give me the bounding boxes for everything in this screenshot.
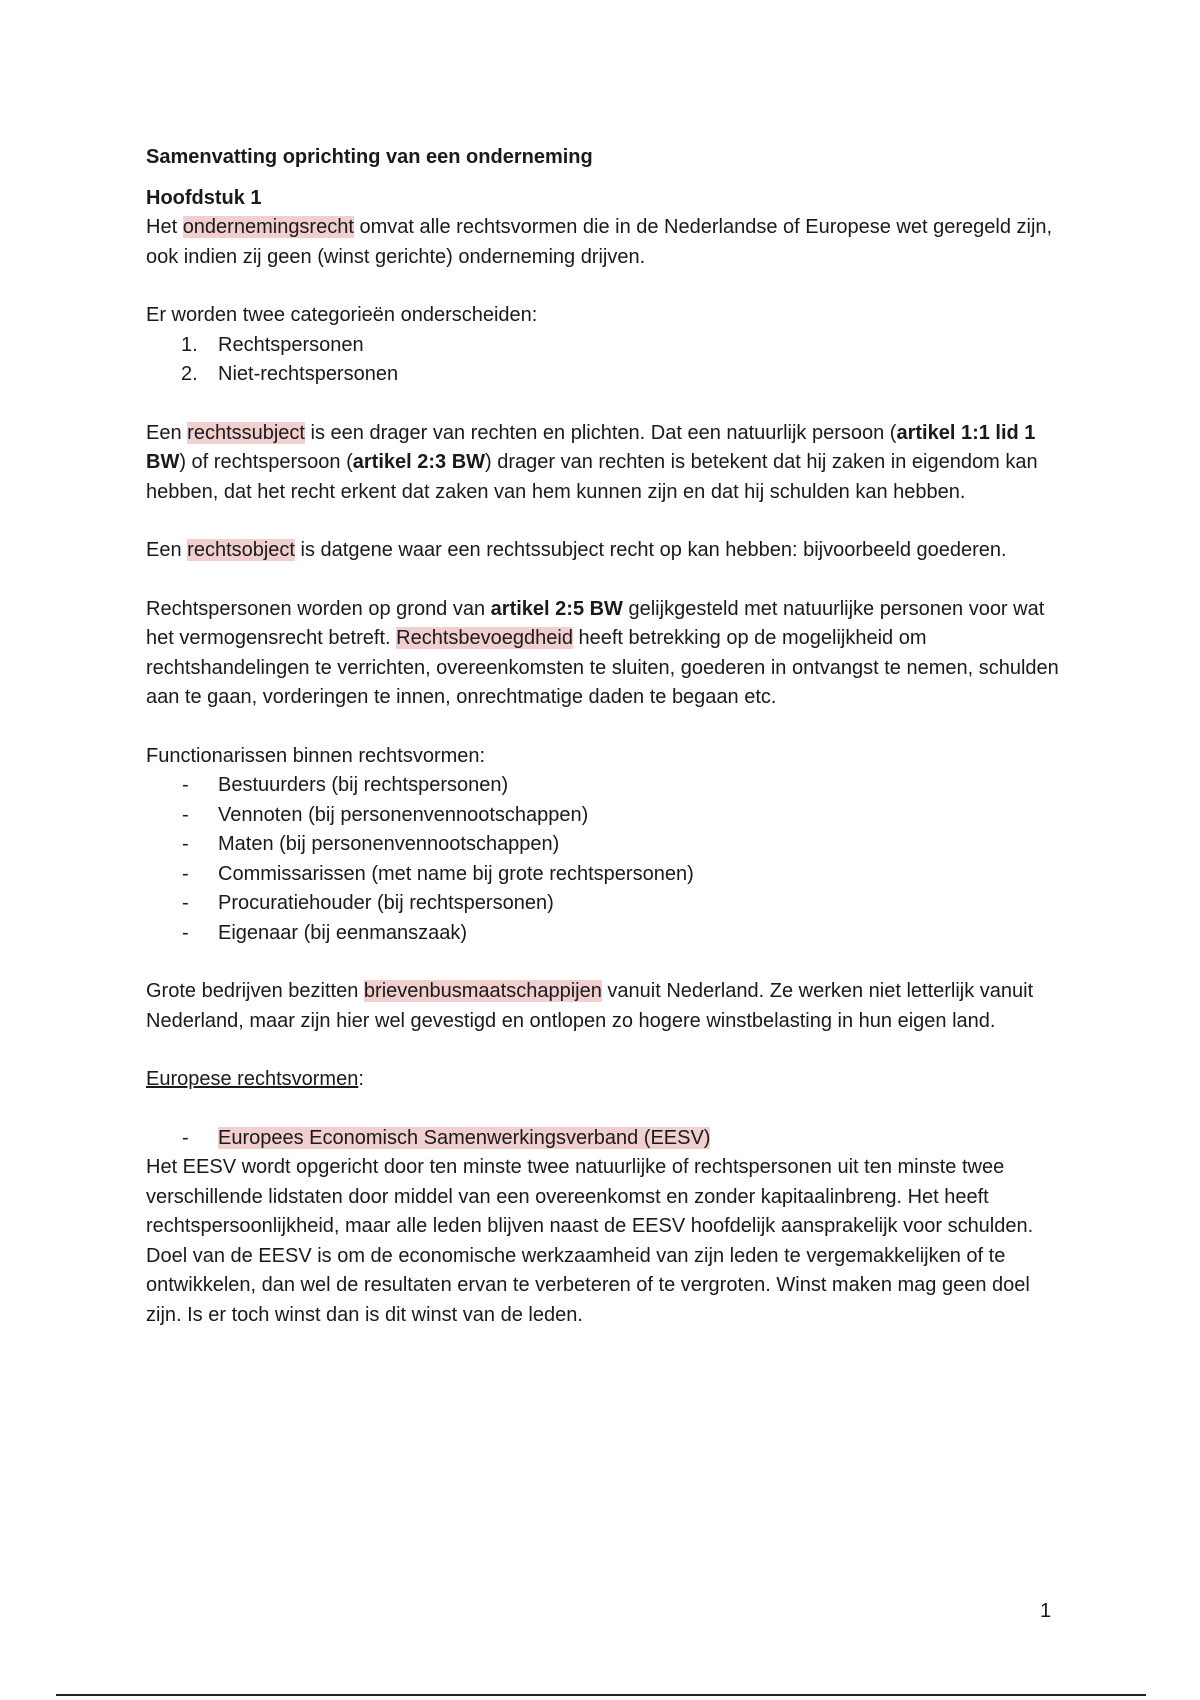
categories-list: [146, 331, 1066, 390]
paragraph-rechtsobject: Een rechtsobject is datgene waar een rechtssubject recht op kan hebben: bijvoorbeeld goederen.: [146, 539, 1007, 561]
paragraph-rechtssubject: Een rechtssubject is een drager van rechten en plichten. Dat een natuurlijk persoon (artikel 1:1 lid 1 BW) of rechtspersoon (artikel 2:3 BW) drager van rechten is betekent dat hij zaken in eigendom kan hebben, dat het recht erkent dat zaken van hem kunnen zijn en dat hij schulden kan hebben.: [146, 421, 1038, 503]
functionaries-intro: Functionarissen binnen rechtsvormen:: [146, 744, 486, 767]
list-item: 2. Niet-rechtspersonen: [181, 363, 399, 385]
paragraph-ondernemingsrecht: Het ondernemingsrecht omvat alle rechtsvormen die in de Nederlandse of Europese wet geregeld zijn, ook indien zij geen (winst gerichte) onderneming drijven.: [146, 216, 1053, 268]
document-title: Samenvatting oprichting van een onderneming: [146, 146, 593, 168]
law-reference: artikel 2:5 BW: [490, 597, 623, 620]
highlighted-term: brievenbusmaatschappijen: [363, 980, 602, 1002]
page-number: 1: [1040, 1600, 1052, 1622]
document-body: [146, 143, 1066, 1330]
list-item: - Eigenaar (bij eenmanszaak): [182, 921, 468, 944]
list-item: - Commissarissen (met name bij grote rechtspersonen): [182, 862, 694, 885]
list-item: - Maten (bij personenvennootschappen): [182, 833, 560, 855]
list-item: - Europees Economisch Samenwerkingsverband (EESV): [182, 1126, 711, 1149]
eu-section-heading: Europese rechtsvormen:: [146, 1068, 364, 1090]
highlighted-term: rechtsobject: [187, 539, 295, 561]
functionaries-list: [146, 771, 1066, 948]
list-item: - Vennoten (bij personenvennootschappen): [182, 803, 589, 826]
paragraph-eesv: Het EESV wordt opgericht door ten minste twee natuurlijke of rechtspersonen uit ten minste twee verschillende lidstaten door middel van een overeenkomst en zonder kapitaalinbreng. Het heeft rechtspersoonlijkheid, maar alle leden blijven naast de EESV hoofdelijk aansprakelijk voor schulden. Doel van de EESV is om de economische werkzaamheid van zijn leden te vergemakkelijken of te ontwikkelen, dan wel de resultaten ervan te verbeteren of te vergroten. Winst maken mag geen doel zijn. Is er toch winst dan is dit winst van de leden.: [146, 1156, 1034, 1326]
list-item: 1. Rechtspersonen: [181, 333, 364, 356]
highlighted-term: ondernemingsrecht: [182, 216, 354, 238]
highlighted-term: rechtssubject: [187, 421, 305, 444]
highlighted-term: Europees Economisch Samenwerkingsverband (EESV): [218, 1126, 711, 1149]
list-item: - Procuratiehouder (bij rechtspersonen): [182, 892, 554, 914]
chapter-heading: Hoofdstuk 1: [146, 186, 262, 209]
paragraph-rechtsbevoegdheid: Rechtspersonen worden op grond van artikel 2:5 BW gelijkgesteld met natuurlijke personen voor wat het vermogensrecht betreft. Rechtsbevoegdheid heeft betrekking op de mogelijkheid om rechtshandelingen te verrichten, overeenkomsten te sluiten, goederen in ontvangst te nemen, schulden aan te gaan, vorderingen te innen, onrechtmatige daden te begaan etc.: [146, 597, 1059, 708]
highlighted-term: Rechtsbevoegdheid: [396, 627, 573, 649]
law-reference: artikel 1:1 lid 1 BW: [146, 421, 1036, 473]
paragraph-brievenbusmaatschappijen: Grote bedrijven bezitten brievenbusmaatschappijen vanuit Nederland. Ze werken niet letterlijk vanuit Nederland, maar zijn hier wel gevestigd en ontlopen zo hogere winstbelasting in hun eigen land.: [146, 980, 1034, 1032]
categories-intro: Er worden twee categorieën onderscheiden:: [146, 304, 538, 326]
list-item: - Bestuurders (bij rechtspersonen): [182, 774, 509, 796]
eu-forms-list: [146, 1124, 1066, 1154]
law-reference: artikel 2:3 BW: [352, 451, 486, 473]
page-divider: [56, 1694, 1146, 1696]
